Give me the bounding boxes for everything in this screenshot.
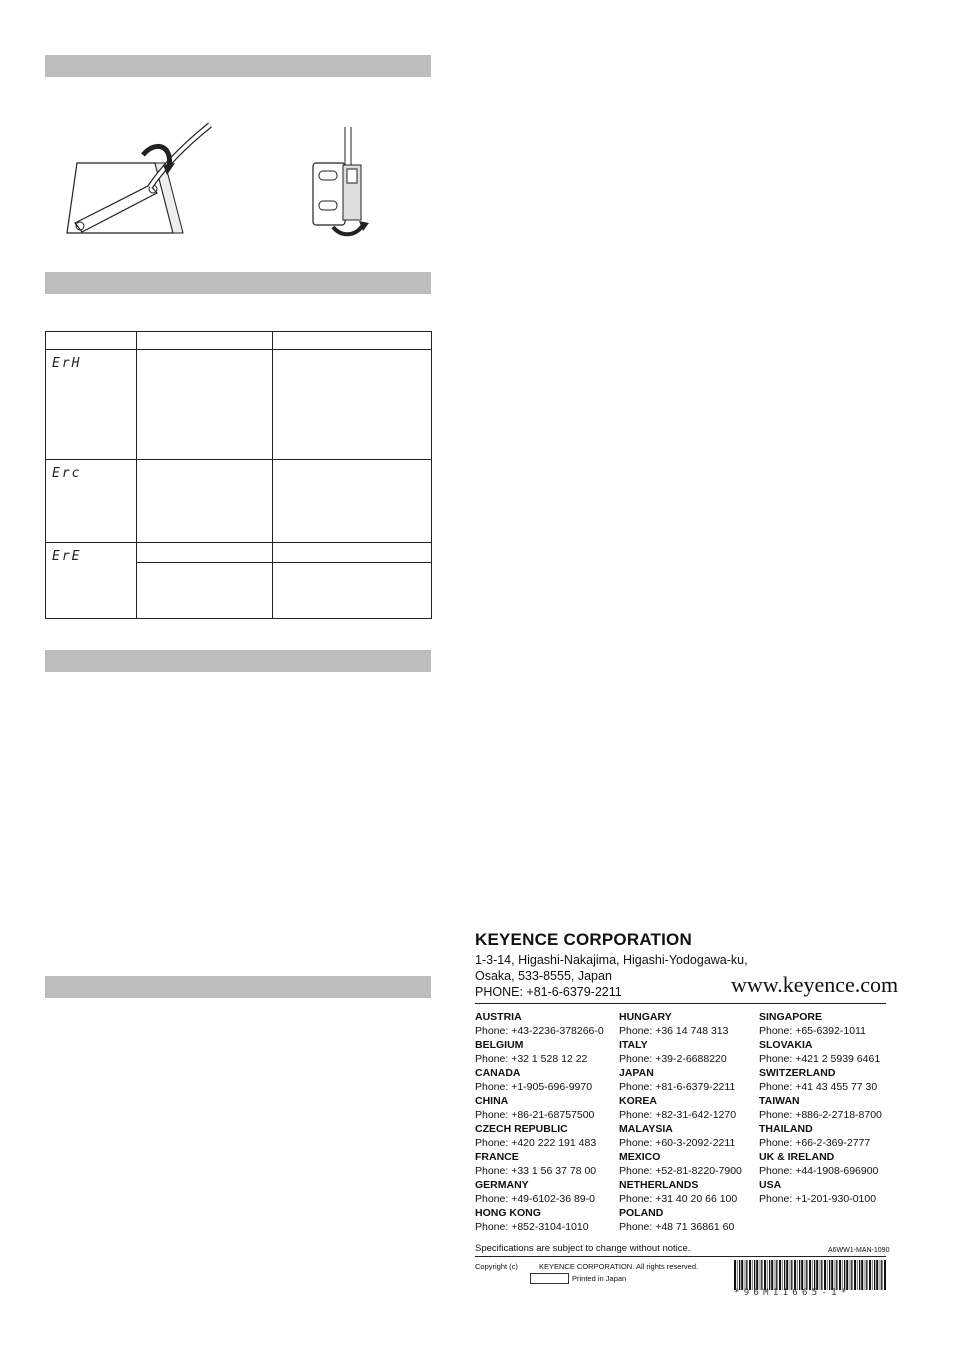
- offices-column-3: [759, 1010, 882, 1206]
- section-header-bar-1: [45, 55, 431, 77]
- table-row: [46, 350, 432, 460]
- company-phone: PHONE: +81-6-6379-2211: [475, 985, 622, 999]
- section-header-bar-4: [45, 976, 431, 998]
- office-entry: AUSTRIA Phone: +43-2236-378266-0: [475, 1011, 604, 1037]
- document-code: A6WW1-MAN-1090: [828, 1247, 890, 1254]
- table-cell: [273, 543, 432, 563]
- offices-column-1: [475, 1010, 604, 1234]
- table-cell: [273, 460, 432, 543]
- office-entry: HONG KONG Phone: +852-3104-1010: [475, 1207, 589, 1233]
- barcode-text: *96M11665-1*: [734, 1288, 851, 1298]
- office-entry: MALAYSIA Phone: +60-3-2092-2211: [619, 1123, 736, 1149]
- company-website: www.keyence.com: [731, 972, 899, 997]
- company-name: KEYENCE CORPORATION: [475, 930, 692, 949]
- office-entry: BELGIUM Phone: +32 1 528 12 22: [475, 1039, 588, 1065]
- office-entry: POLAND Phone: +48 71 36861 60: [619, 1207, 735, 1233]
- office-entry: KOREA Phone: +82-31-642-1270: [619, 1095, 737, 1121]
- office-entry: SLOVAKIA Phone: +421 2 5939 6461: [759, 1039, 881, 1065]
- copyright-label: Copyright (c): [475, 1262, 518, 1271]
- divider: [475, 1256, 886, 1257]
- office-entry: THAILAND Phone: +66-2-369-2777: [759, 1123, 871, 1149]
- office-entry: JAPAN Phone: +81-6-6379-2211: [619, 1067, 736, 1093]
- office-entry: CHINA Phone: +86-21-68757500: [475, 1095, 595, 1121]
- office-entry: UK & IRELAND Phone: +44-1908-696900: [759, 1151, 879, 1177]
- office-entry: FRANCE Phone: +33 1 56 37 78 00: [475, 1151, 597, 1177]
- table-header-cell: [273, 332, 432, 350]
- barcode-graphic: [734, 1260, 886, 1290]
- section-header-bar-2: [45, 272, 431, 294]
- spec-change-notice: Specifications are subject to change without notice.: [475, 1243, 691, 1254]
- error-code-table: [45, 331, 432, 619]
- table-cell: [273, 350, 432, 460]
- divider: [475, 1003, 886, 1004]
- table-row: [46, 460, 432, 543]
- table-row: [46, 543, 432, 563]
- office-entry: GERMANY Phone: +49-6102-36 89-0: [475, 1179, 595, 1205]
- office-entry: CANADA Phone: +1-905-696-9970: [475, 1067, 593, 1093]
- table-header-cell: [46, 332, 137, 350]
- table-cell: [137, 460, 273, 543]
- office-entry: CZECH REPUBLIC Phone: +420 222 191 483: [475, 1123, 597, 1149]
- table-cell: [137, 563, 273, 619]
- office-entry: SWITZERLAND Phone: +41 43 455 77 30: [759, 1067, 878, 1093]
- office-entry: HUNGARY Phone: +36 14 748 313: [619, 1011, 729, 1037]
- office-entry: MEXICO Phone: +52-81-8220-7900: [619, 1151, 742, 1177]
- company-address-line1: 1-3-14, Higashi-Nakajima, Higashi-Yodogawa-ku,: [475, 953, 748, 967]
- office-entry: SINGAPORE Phone: +65-6392-1011: [759, 1011, 866, 1037]
- table-cell: [137, 543, 273, 563]
- section-header-bar-3: [45, 650, 431, 672]
- office-entry: NETHERLANDS Phone: +31 40 20 66 100: [619, 1179, 738, 1205]
- error-code-erh: ErH: [46, 350, 137, 460]
- copyright-text: KEYENCE CORPORATION. All rights reserved.: [539, 1262, 699, 1271]
- table-cell: [273, 563, 432, 619]
- office-entry: ITALY Phone: +39-2-6688220: [619, 1039, 727, 1065]
- office-entry: USA Phone: +1-201-930-0100: [759, 1179, 877, 1205]
- offices-column-2: [619, 1010, 742, 1234]
- print-date-box: [530, 1273, 569, 1284]
- table-cell: [137, 350, 273, 460]
- company-address-line2: Osaka, 533-8555, Japan: [475, 969, 612, 983]
- error-code-ere: ErE: [46, 543, 137, 619]
- office-entry: TAIWAN Phone: +886-2-2718-8700: [759, 1095, 882, 1121]
- table-header-cell: [137, 332, 273, 350]
- error-code-erc: Erc: [46, 460, 137, 543]
- bracket-mounting-illustration: [55, 115, 215, 245]
- printed-in-label: Printed in Japan: [572, 1274, 627, 1283]
- sensor-mounting-illustration: [305, 125, 385, 245]
